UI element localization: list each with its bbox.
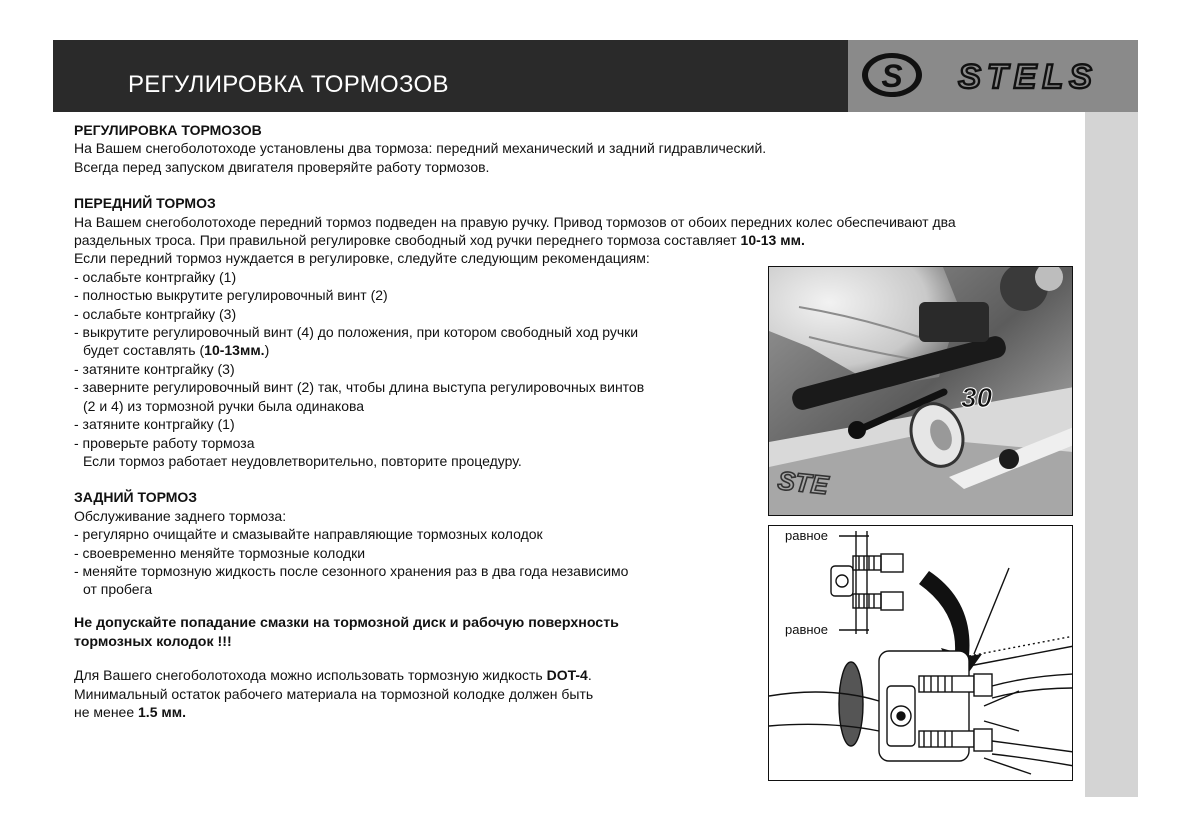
front-paragraph-3: Если передний тормоз нуждается в регулировке, следуйте следующим рекомендациям: [74, 250, 650, 267]
brake-adjuster-diagram [768, 525, 1073, 781]
front-paragraph-2: раздельных троса. При правильной регулировке свободный ход ручки переднего тормоза составляет 10-13 мм. [74, 232, 805, 249]
front-step: - выкрутите регулировочный винт (4) до положения, при котором свободный ход ручки [74, 324, 639, 341]
warning-line-1: Не допускайте попадание смазки на тормозной диск и рабочую поверхность [74, 614, 619, 631]
intro-line-2: Всегда перед запуском двигателя проверяйте работу тормозов. [74, 158, 490, 175]
warning-line-2: тормозных колодок !!! [74, 633, 232, 650]
rear-heading: ЗАДНИЙ ТОРМОЗ [74, 489, 198, 506]
page-title: РЕГУЛИРОВКА ТОРМОЗОВ [128, 71, 449, 98]
free-play-value: 10-13 мм. [740, 232, 805, 249]
front-step-continued: будет составлять (10-13мм.) [83, 342, 270, 359]
front-step-note: Если тормоз работает неудовлетворительно, повторите процедуру. [83, 452, 522, 469]
min-pad-thickness: 1.5 мм. [138, 704, 186, 721]
front-step: - затяните контргайку (1) [74, 416, 235, 433]
rear-step: - меняйте тормозную жидкость после сезонного хранения раз в два года независимо [74, 562, 629, 579]
rear-step: - своевременно меняйте тормозные колодки [74, 544, 366, 561]
fluid-note: Для Вашего снегоболотохода можно использовать тормозную жидкость DOT-4. [74, 667, 592, 684]
side-strip [1085, 112, 1138, 797]
pad-note-continued: не менее 1.5 мм. [74, 704, 186, 721]
logo-letter: S [881, 58, 903, 94]
diagram-label-top: равное [785, 528, 829, 543]
front-step: - затяните контргайку (3) [74, 360, 235, 377]
front-step: - проверьте работу тормоза [74, 434, 255, 451]
rear-step: - регулярно очищайте и смазывайте направляющие тормозных колодок [74, 526, 543, 543]
pad-note: Минимальный остаток рабочего материала на тормозной колодке должен быть [74, 685, 594, 702]
brake-lever-photo [768, 266, 1073, 516]
stels-logo [848, 40, 1138, 112]
intro-heading: РЕГУЛИРОВКА ТОРМОЗОВ [74, 122, 262, 138]
photo-logo-text: STE [776, 465, 830, 501]
front-heading: ПЕРЕДНИЙ ТОРМОЗ [74, 195, 216, 212]
rear-paragraph: Обслуживание заднего тормоза: [74, 507, 287, 524]
front-step: - ослабьте контргайку (3) [74, 305, 237, 322]
front-step-continued: (2 и 4) из тормозной ручки была одинакова [83, 397, 365, 414]
diagram-label-bottom: равное [785, 622, 829, 637]
logo-wordmark: STELS [958, 58, 1098, 96]
photo-number: 30 [961, 382, 993, 413]
fluid-type: DOT-4 [546, 667, 588, 684]
front-step: - заверните регулировочный винт (2) так, чтобы длина выступа регулировочных винтов [74, 379, 645, 396]
intro-line-1: На Вашем снегоболотоходе установлены два тормоза: передний механический и задний гидравлический. [74, 140, 767, 157]
front-paragraph-1: На Вашем снегоболотоходе передний тормоз подведен на правую ручку. Привод тормозов от обоих передних колес обеспечивают два [74, 213, 956, 230]
rear-step-continued: от пробега [83, 581, 153, 598]
front-step: - полностью выкрутите регулировочный винт (2) [74, 287, 388, 304]
front-step: - ослабьте контргайку (1) [74, 268, 237, 285]
